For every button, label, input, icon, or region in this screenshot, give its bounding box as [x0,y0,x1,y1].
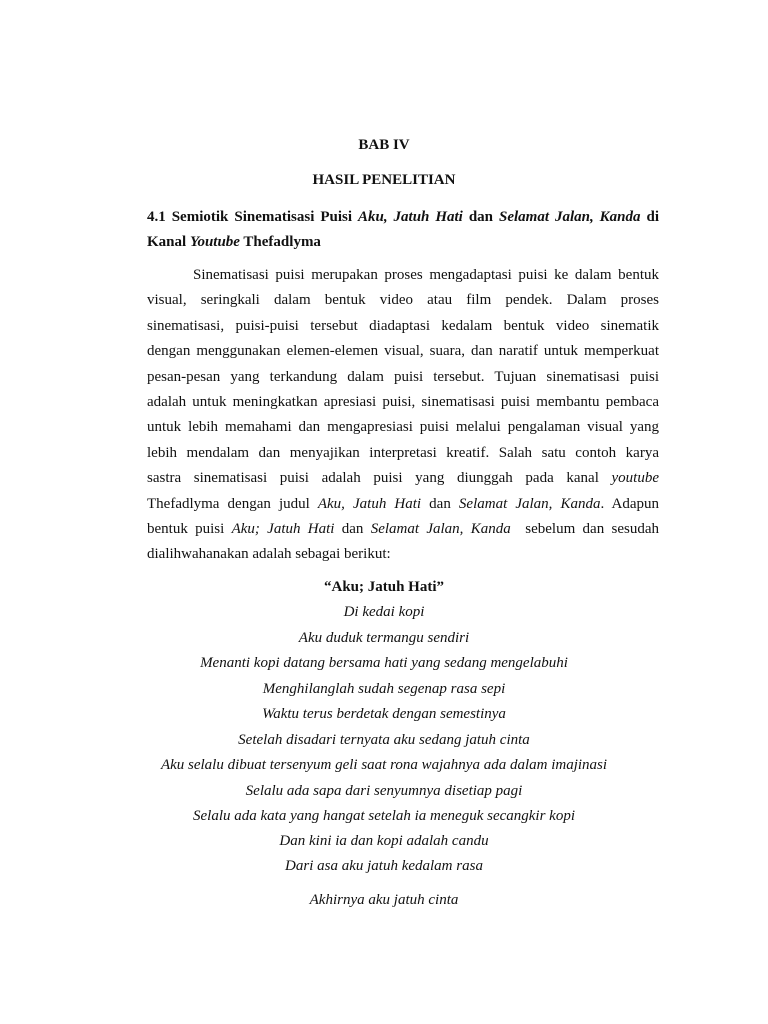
paragraph-line: Sinematisasi puisi merupakan proses mengadaptasi puisi ke dalam bentuk [193,267,659,283]
paragraph-italic: Selamat Jalan, Kanda [370,520,511,537]
section-title-italic: Aku, Jatuh Hati [357,209,463,225]
paragraph-text: . Adapun [600,495,659,512]
section-heading-line-2 [147,230,659,255]
paragraph-line: adalah untuk meningkatkan apresiasi puisi, sinematisasi puisi membantu pembaca [147,393,659,410]
paragraph-line: dengan menggunakan elemen-elemen visual, suara, dan naratif untuk memperkuat [147,343,659,360]
poem-title: “Aku; Jatuh Hati” [323,579,445,595]
poem-line: Akhirnya aku jatuh cinta [309,892,459,908]
section-title-italic: Youtube [189,234,240,251]
poem-line: Menanti kopi datang bersama hati yang sedang mengelabuhi [200,655,568,671]
paragraph-text: sebelum dan sesudah [510,520,659,537]
section-heading-line-1 [147,205,659,230]
poem-line: Aku duduk termangu sendiri [298,630,470,646]
paragraph-line [147,517,659,542]
paragraph-line [147,466,659,491]
body-paragraph [147,263,659,568]
poem-line: Dari asa aku jatuh kedalam rasa [285,858,483,874]
poem-line: Menghilanglah sudah segenap rasa sepi [262,681,506,697]
section-heading [147,205,659,256]
section-text: 4.1 Semiotik Sinematisasi Puisi [147,209,358,225]
section-text: Kanal [147,234,190,251]
paragraph-text: bentuk puisi [147,520,232,537]
paragraph-italic: youtube [611,470,659,487]
chapter-title: HASIL PENELITIAN [312,172,456,188]
section-text: Thefadlyma [239,234,321,251]
poem-line: Setelah disadari ternyata aku sedang jatuh cinta [238,732,530,748]
paragraph-italic: Aku, Jatuh Hati [317,495,422,512]
paragraph-italic: Aku; Jatuh Hati [231,520,335,537]
poem-line: Aku selalu dibuat tersenyum geli saat rona wajahnya ada dalam imajinasi [160,757,608,773]
section-text: dan [462,209,499,225]
poem-line: Waktu terus berdetak dengan semestinya [262,706,506,722]
paragraph-line: pesan-pesan yang terkandung dalam puisi tersebut. Tujuan sinematisasi puisi [147,368,659,385]
paragraph-line [147,492,659,517]
section-text: di [640,209,660,225]
paragraph-text: dan [334,520,371,537]
paragraph-line: untuk lebih memahami dan mengapresiasi puisi melalui pengalaman visual yang [147,419,659,436]
paragraph-text: dan [421,495,459,512]
paragraph-line: dialihwahanakan adalah sebagai berikut: [147,546,391,563]
poem-line: Selalu ada kata yang hangat setelah ia meneguk secangkir kopi [193,808,575,824]
poem-line: Dan kini ia dan kopi adalah candu [279,833,489,849]
paragraph-italic: Selamat Jalan, Kanda [458,495,601,512]
paragraph-line: visual, seringkali dalam bentuk video atau film pendek. Dalam proses [147,292,659,309]
poem-line: Selalu ada sapa dari senyumnya disetiap pagi [245,783,523,799]
paragraph-text: sastra sinematisasi puisi adalah puisi yang diunggah pada kanal [147,470,612,487]
paragraph-text: Thefadlyma dengan judul [147,495,318,512]
poem-line: Di kedai kopi [343,604,425,620]
chapter-number: BAB IV [358,137,410,153]
section-title-italic: Selamat Jalan, Kanda [498,209,641,225]
paragraph-line: sinematisasi, puisi-puisi tersebut diadaptasi kedalam bentuk video sinematik [147,317,659,334]
paragraph-line: lebih mendalam dan menyajikan interpretasi kreatif. Salah satu contoh karya [147,444,659,461]
